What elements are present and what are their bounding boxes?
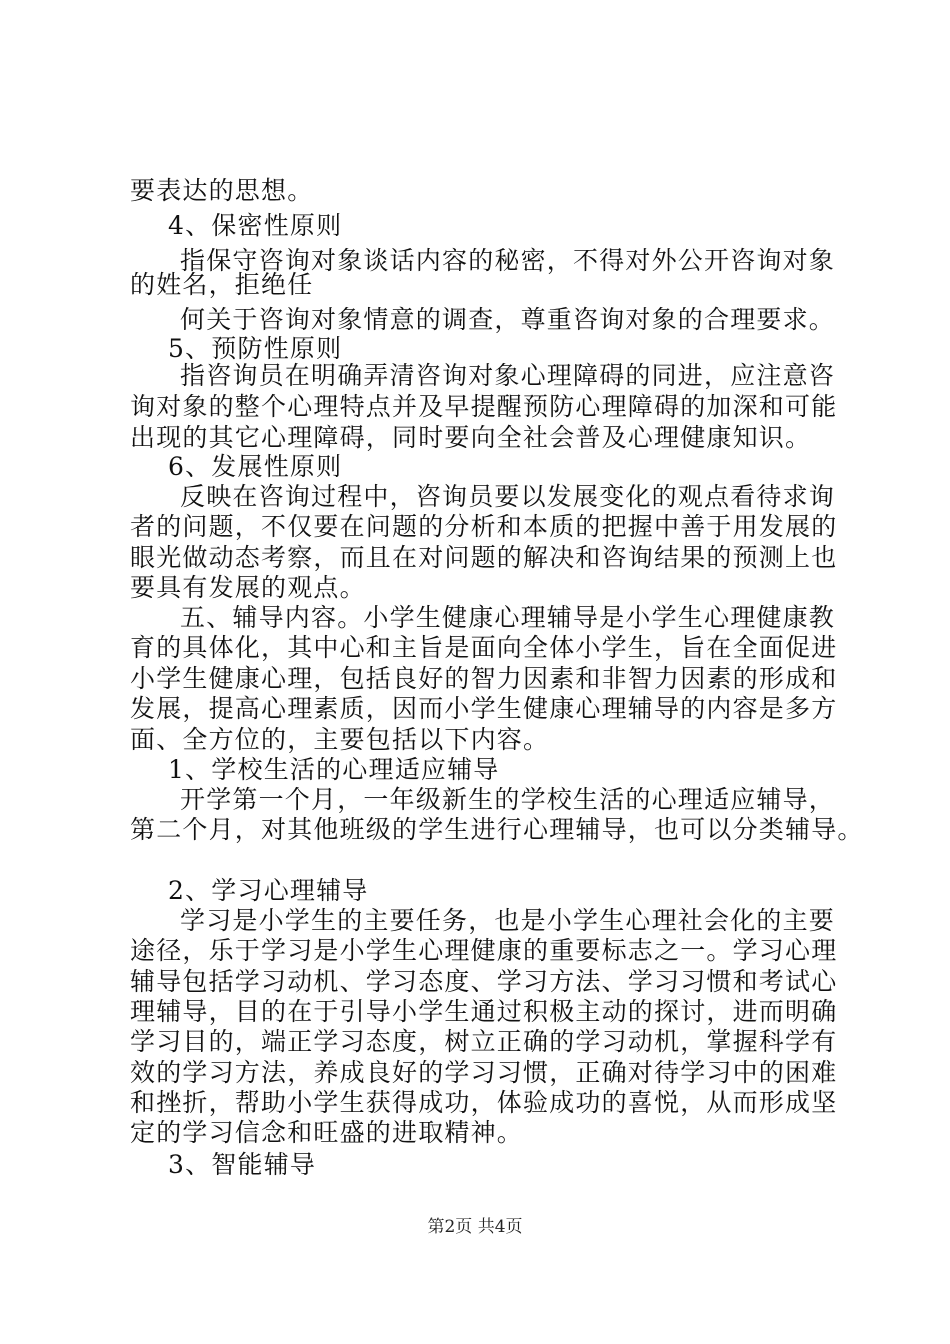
text-line: 指保守咨询对象谈话内容的秘密，不得对外公开咨询对象 [180, 246, 836, 275]
text-line: 反映在咨询过程中，咨询员要以发展变化的观点看待求询 [180, 482, 836, 511]
text-line: 者的问题，不仅要在问题的分析和本质的把握中善于用发展的 [130, 512, 838, 541]
text-line: 何关于咨询对象情意的调查，尊重咨询对象的合理要求。 [180, 305, 836, 334]
text-line: 效的学习方法，养成良好的学习习惯，正确对待学习中的困难 [130, 1058, 838, 1087]
text-line: 出现的其它心理障碍，同时要向全社会普及心理健康知识。 [130, 423, 812, 452]
text-line: 小学生健康心理，包括良好的智力因素和非智力因素的形成和 [130, 664, 838, 693]
text-line: 定的学习信念和旺盛的进取精神。 [130, 1118, 524, 1147]
text-line: 发展，提高心理素质，因而小学生健康心理辅导的内容是多方 [130, 694, 838, 723]
text-line: 的姓名，拒绝任 [130, 270, 314, 299]
heading-line: 2、学习心理辅导 [168, 876, 369, 905]
text-line: 眼光做动态考察，而且在对问题的解决和咨询结果的预测上也 [130, 543, 838, 572]
heading-line: 1、学校生活的心理适应辅导 [168, 755, 500, 784]
text-line: 第二个月，对其他班级的学生进行心理辅导，也可以分类辅导。 [130, 815, 864, 844]
text-line: 途径，乐于学习是小学生心理健康的重要标志之一。学习心理 [130, 936, 838, 965]
text-line: 要具有发展的观点。 [130, 573, 366, 602]
text-line: 要表达的思想。 [130, 176, 314, 205]
page-number-footer: 第2页 共4页 [427, 1217, 523, 1237]
heading-line: 5、预防性原则 [168, 334, 343, 363]
text-line: 指咨询员在明确弄清咨询对象心理障碍的同进，应注意咨 [180, 361, 836, 390]
text-line: 学习目的，端正学习态度，树立正确的学习动机，掌握科学有 [130, 1027, 838, 1056]
heading-line: 6、发展性原则 [168, 452, 343, 481]
text-line: 和挫折，帮助小学生获得成功，体验成功的喜悦，从而形成坚 [130, 1088, 838, 1117]
heading-line: 4、保密性原则 [168, 211, 343, 240]
text-line: 面、全方位的，主要包括以下内容。 [130, 725, 550, 754]
text-line: 询对象的整个心理特点并及早提醒预防心理障碍的加深和可能 [130, 392, 838, 421]
text-line: 辅导包括学习动机、学习态度、学习方法、学习习惯和考试心 [130, 967, 838, 996]
text-line: 五、辅导内容。小学生健康心理辅导是小学生心理健康教 [180, 603, 836, 632]
text-line: 学习是小学生的主要任务，也是小学生心理社会化的主要 [180, 906, 836, 935]
text-line: 理辅导，目的在于引导小学生通过积极主动的探讨，进而明确 [130, 997, 838, 1026]
text-line: 育的具体化，其中心和主旨是面向全体小学生，旨在全面促进 [130, 633, 838, 662]
text-line: 开学第一个月，一年级新生的学校生活的心理适应辅导， [180, 785, 836, 814]
heading-line: 3、智能辅导 [168, 1150, 317, 1179]
